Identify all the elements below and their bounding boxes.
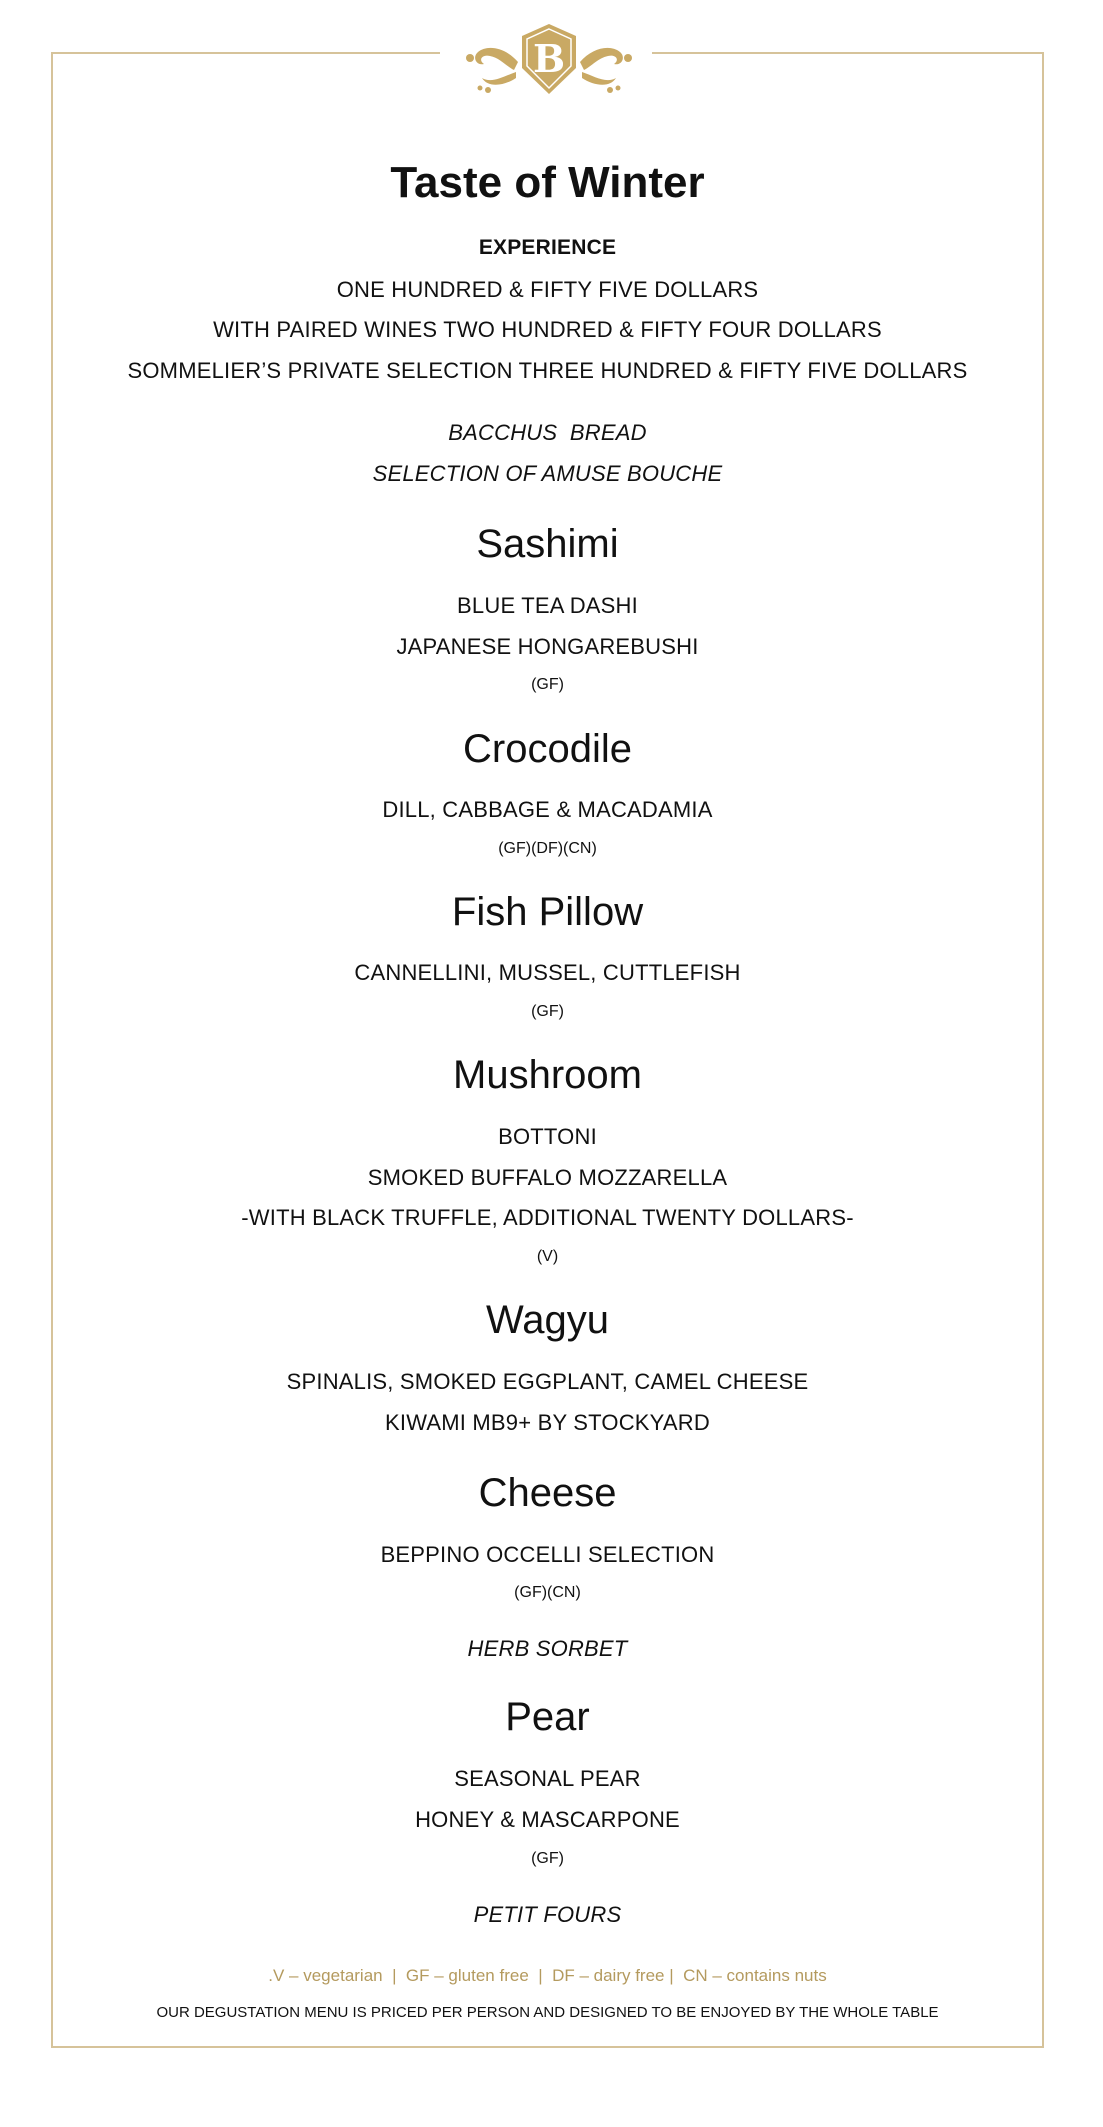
dietary-tags: (GF)(DF)(CN) [498,840,597,857]
opener-amuse: SELECTION OF AMUSE BOUCHE [372,461,723,486]
logo-letter: B [532,36,566,81]
course-line: BOTTONI [498,1124,597,1149]
course-title: Fish Pillow [451,890,644,934]
dietary-tags: (GF) [531,676,564,693]
course-line: JAPANESE HONGAREBUSHI [396,634,699,659]
dietary-tags: (V) [536,1248,559,1265]
course-line: DILL, CABBAGE & MACADAMIA [382,797,713,822]
course-line: CANNELLINI, MUSSEL, CUTTLEFISH [354,960,741,985]
experience-label: EXPERIENCE [478,236,617,259]
dietary-tags: (GF)(CN) [514,1584,581,1601]
paired-wines-price: WITH PAIRED WINES TWO HUNDRED & FIFTY FOUR DOLLARS [213,317,882,342]
dietary-legend: .V – vegetarian | GF – gluten free | DF – dairy free | CN – contains nuts [268,1966,827,1985]
intermezzo: HERB SORBET [467,1636,628,1661]
closer: PETIT FOURS [473,1902,622,1927]
course-line: KIWAMI MB9+ BY STOCKYARD [385,1410,710,1435]
course-line: BEPPINO OCCELLI SELECTION [380,1542,715,1567]
course-line: -WITH BLACK TRUFFLE, ADDITIONAL TWENTY DOLLARS- [241,1205,854,1230]
experience-price: ONE HUNDRED & FIFTY FIVE DOLLARS [336,277,759,302]
course-line: HONEY & MASCARPONE [415,1807,680,1832]
course-line: BLUE TEA DASHI [457,593,638,618]
course-title: Mushroom [453,1053,642,1097]
dietary-tags: (GF) [531,1003,564,1020]
course-title: Pear [505,1695,590,1739]
course-line: SPINALIS, SMOKED EGGPLANT, CAMEL CHEESE [286,1369,809,1394]
menu-title: Taste of Winter [390,158,705,207]
menu-border [51,52,1044,2048]
course-title: Wagyu [485,1298,609,1342]
dietary-tags: (GF) [531,1850,564,1867]
course-title: Crocodile [463,727,632,771]
footer-note: OUR DEGUSTATION MENU IS PRICED PER PERSON AND DESIGNED TO BE ENJOYED BY THE WHOLE TABLE [156,2004,939,2021]
opener-bread: BACCHUS BREAD [448,420,647,445]
course-title: Sashimi [476,522,619,566]
course-line: SEASONAL PEAR [454,1766,641,1791]
bacchus-logo [458,18,640,100]
sommelier-price: SOMMELIER’S PRIVATE SELECTION THREE HUNDRED & FIFTY FIVE DOLLARS [127,358,968,383]
course-title: Cheese [478,1471,617,1515]
course-line: SMOKED BUFFALO MOZZARELLA [367,1165,728,1190]
